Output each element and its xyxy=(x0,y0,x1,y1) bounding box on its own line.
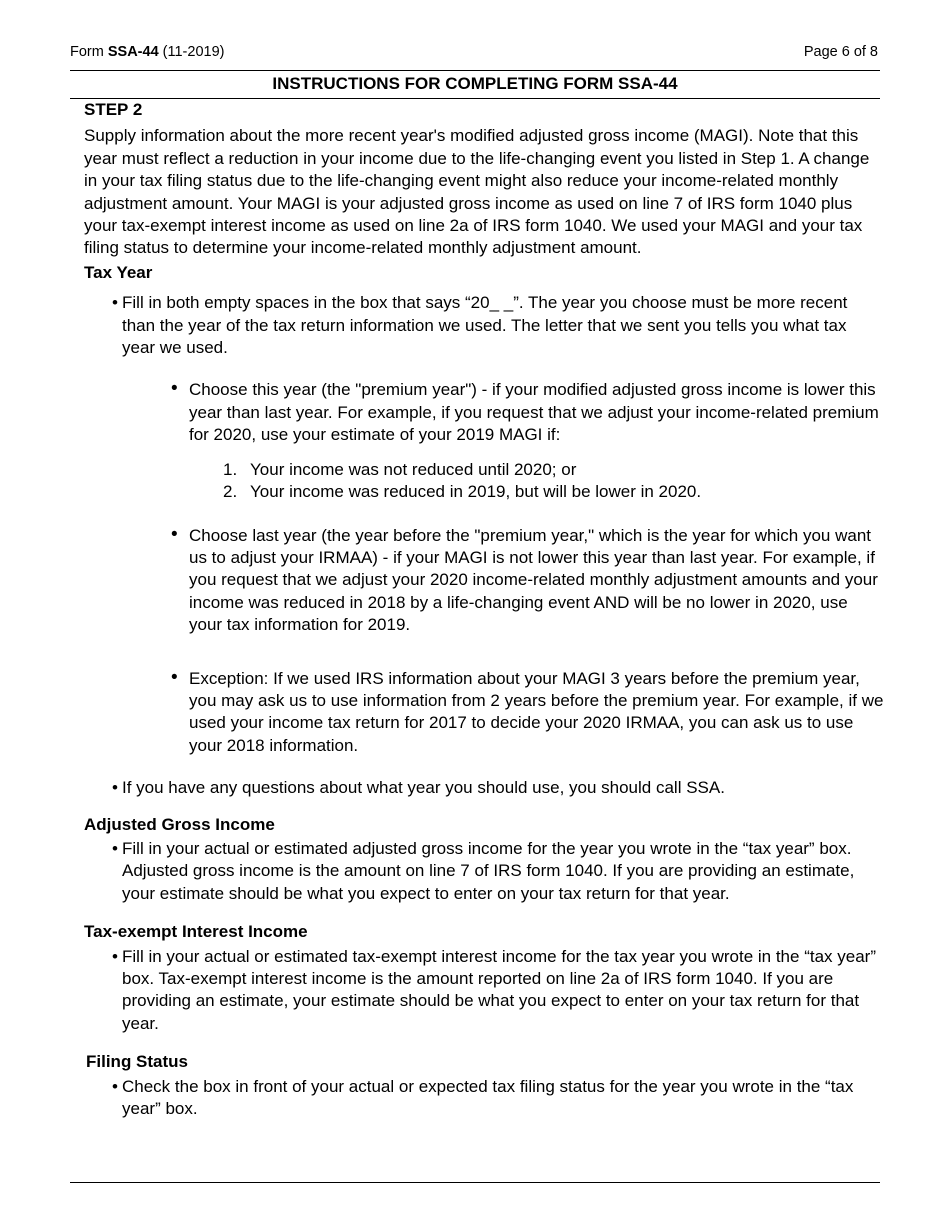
header-rule-top xyxy=(70,70,880,71)
agi-heading: Adjusted Gross Income xyxy=(84,814,275,834)
sub-bullet-text: Choose this year (the "premium year") - if your modified adjusted gross income is lower this year than last year. For example, if you request that we adjust your income-related premium for 2020, use your estimate of your 2019 MAGI if: xyxy=(189,380,879,445)
bullet-icon: • xyxy=(171,378,178,400)
footer-rule xyxy=(70,1182,880,1183)
form-name: SSA-44 xyxy=(107,44,159,60)
page-number: Page 6 of 8 xyxy=(803,44,878,60)
tax-year-bullet-1 xyxy=(84,292,884,359)
numbered-item-2 xyxy=(84,481,884,503)
tax-year-sub-bullet-3 xyxy=(84,668,884,758)
bullet-text: If you have any questions about what year you should use, you should call SSA. xyxy=(122,778,725,798)
sub-bullet-text: Choose last year (the year before the "premium year," which is the year for which you want us to adjust your IRMAA) - if your MAGI is not lower this year than last year. For example, if you request that we adjust your 2020 income-related monthly adjustment amounts and your income was reduced in 2018 by a life-changing event AND will be no lower in 2020, use your tax information for 2019. xyxy=(189,525,878,635)
bullet-icon: • xyxy=(171,523,178,545)
form-prefix: Form xyxy=(70,44,108,60)
item-text: Your income was not reduced until 2020; or xyxy=(250,459,577,479)
page-title: INSTRUCTIONS FOR COMPLETING FORM SSA-44 xyxy=(272,74,678,93)
tax-year-heading: Tax Year xyxy=(84,262,153,282)
sub-bullet-text: Exception: If we used IRS information about your MAGI 3 years before the premium year, you may ask us to use information from 2 years before the premium year. For example, if we used your income tax return for 2017 to decide your 2020 IRMAA, you can ask us to use your 2018 information. xyxy=(189,668,884,755)
step-heading: STEP 2 xyxy=(84,100,143,119)
bullet-text: Fill in both empty spaces in the box that says “20_ _”. The year you choose must be more recent than the year of the tax return information we used. The letter that we sent you tells you what tax year we used. xyxy=(122,293,848,358)
tax-exempt-bullet xyxy=(84,946,884,1036)
filing-status-heading: Filing Status xyxy=(86,1052,188,1072)
agi-bullet xyxy=(84,838,884,905)
bullet-text: Fill in your actual or estimated adjusted gross income for the year you wrote in the “tax year” box. Adjusted gross income is the amount on line 7 of IRS form 1040. If you are providing an estimate, your estimate should be what you expect to enter on your tax return for that year. xyxy=(122,838,855,903)
bullet-icon: • xyxy=(112,778,118,798)
step-intro: Supply information about the more recent year's modified adjusted gross income (MAGI). Note that this year must reflect a reduction in your income due to the life-changing event you listed in Step 1. A change in your tax filing status due to the life-changing event might also reduce your income-related monthly adjustment amount. Your MAGI is your adjusted gross income as used on line 7 of IRS form 1040 plus your tax-exempt interest income as used on line 2a of IRS form 1040. We used your MAGI and your tax filing status to determine your income-related monthly adjustment amount. xyxy=(84,126,870,258)
bullet-icon: • xyxy=(112,838,118,858)
bullet-text: Fill in your actual or estimated tax-exempt interest income for the tax year you wrote in the “tax year” box. Tax-exempt interest income is the amount reported on line 2a of IRS form 1040. If you are providing an estimate, your estimate should be what you expect to enter on your tax return for that year. xyxy=(122,946,876,1033)
tax-exempt-heading: Tax-exempt Interest Income xyxy=(84,922,308,942)
bullet-icon: • xyxy=(171,666,178,688)
numbered-item-1 xyxy=(84,459,884,481)
bullet-icon: • xyxy=(112,1076,118,1096)
item-number: 1. xyxy=(223,459,238,479)
form-date: (11-2019) xyxy=(158,44,225,60)
bullet-icon: • xyxy=(112,293,118,313)
bullet-icon: • xyxy=(112,946,118,966)
item-number: 2. xyxy=(223,482,238,502)
tax-year-sub-bullet-2 xyxy=(84,525,884,637)
tax-year-sub-bullet-1 xyxy=(84,379,884,446)
bullet-text: Check the box in front of your actual or expected tax filing status for the year you wrote in the “tax year” box. xyxy=(122,1076,854,1119)
item-text: Your income was reduced in 2019, but will be lower in 2020. xyxy=(250,482,702,502)
instructions-content xyxy=(84,99,884,1120)
filing-status-bullet xyxy=(84,1076,884,1121)
tax-year-bullet-2 xyxy=(84,777,884,799)
form-identifier xyxy=(70,44,224,60)
